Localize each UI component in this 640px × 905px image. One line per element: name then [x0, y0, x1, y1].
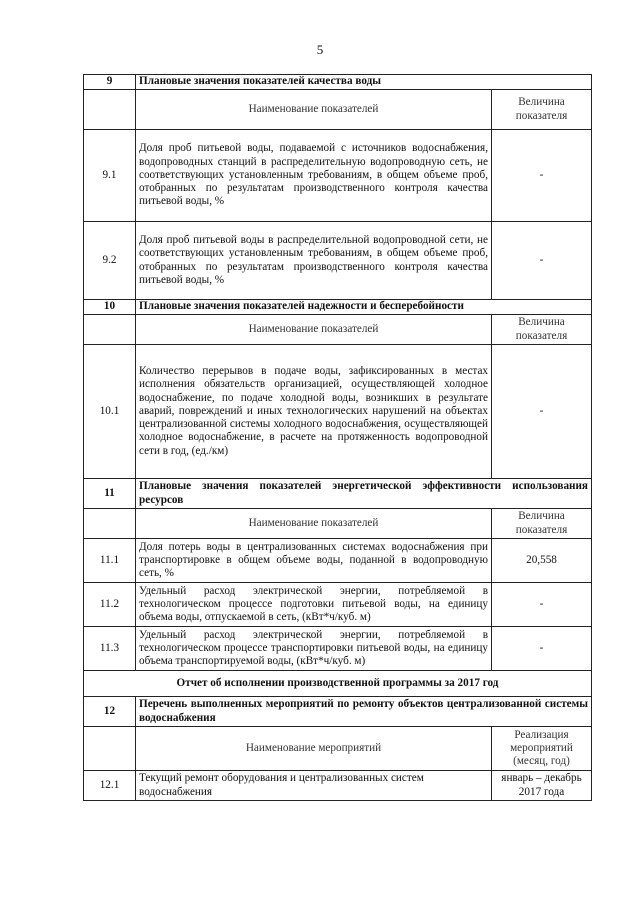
- column-header-row: [84, 315, 592, 345]
- column-header-row: [84, 90, 592, 130]
- row-text: Доля проб питьевой воды в распределительной водопроводной сети, не соответствующих установленным требованиям, в общем объеме проб, отобранных по результатам производственного контроля качества питьевой воды, %: [136, 222, 492, 300]
- row-text: Количество перерывов в подаче воды, зафиксированных в местах исполнения обязательств организацией, осуществляющей холодное водоснабжение, по подаче холодной воды, возникших в результате аварий, повреждений и иных технологических нарушений на объектах централизованной системы холодного водоснабжения, осуществляющей холодное водоснабжение, в расчете на протяженность водопроводной сети в год, (ед./км): [136, 345, 492, 479]
- column-header-value: Величина показателя: [492, 90, 592, 130]
- row-number: 11.3: [84, 627, 136, 671]
- table-row: [84, 583, 592, 627]
- column-header-row: [84, 509, 592, 539]
- column-header-name: Наименование показателей: [136, 509, 492, 539]
- row-value: -: [492, 345, 592, 479]
- program-table: [83, 74, 592, 801]
- table-row: [84, 539, 592, 583]
- section-11-header: [84, 479, 592, 509]
- column-header-value: Величина показателя: [492, 509, 592, 539]
- row-value: январь – декабрь 2017 года: [492, 771, 592, 801]
- table-row: [84, 345, 592, 479]
- row-text: Удельный расход электрической энергии, потребляемой в технологическом процессе подготовки питьевой воды, на единицу объема воды, отпускаемой в сеть, (кВт*ч/куб. м): [136, 583, 492, 627]
- column-header-row: [84, 727, 592, 771]
- table-row: [84, 627, 592, 671]
- section-title: Плановые значения показателей надежности и бесперебойности: [136, 300, 592, 315]
- report-header: [84, 671, 592, 697]
- column-header-name: Наименование показателей: [136, 90, 492, 130]
- row-number: 12.1: [84, 771, 136, 801]
- section-number: 10: [84, 300, 136, 315]
- column-header-name: Наименование показателей: [136, 315, 492, 345]
- table-row: [84, 771, 592, 801]
- section-title: Перечень выполненных мероприятий по ремонту объектов централизованной системы водоснабжения: [136, 697, 592, 727]
- section-9-header: [84, 75, 592, 90]
- column-header-value: Реализация мероприятий (месяц, год): [492, 727, 592, 771]
- column-header-value: Величина показателя: [492, 315, 592, 345]
- row-text: Удельный расход электрической энергии, потребляемой в технологическом процессе транспортировки питьевой воды, на единицу объема транспортируемой воды, (кВт*ч/куб. м): [136, 627, 492, 671]
- section-number: 11: [84, 479, 136, 509]
- row-number: 10.1: [84, 345, 136, 479]
- column-header-name: Наименование мероприятий: [136, 727, 492, 771]
- row-text: Доля потерь воды в централизованных системах водоснабжения при транспортировке в общем объеме воды, поданной в водопроводную сеть, %: [136, 539, 492, 583]
- row-value: -: [492, 627, 592, 671]
- row-value: -: [492, 222, 592, 300]
- section-12-header: [84, 697, 592, 727]
- row-number: 9.2: [84, 222, 136, 300]
- section-number: 9: [84, 75, 136, 90]
- section-number: 12: [84, 697, 136, 727]
- report-title: Отчет об исполнении производственной программы за 2017 год: [84, 671, 592, 697]
- row-value: 20,558: [492, 539, 592, 583]
- section-10-header: [84, 300, 592, 315]
- section-title: Плановые значения показателей энергетической эффективности использования ресурсов: [136, 479, 592, 509]
- row-number: 11.1: [84, 539, 136, 583]
- row-text: Доля проб питьевой воды, подаваемой с источников водоснабжения, водопроводных станций в распределительную водопроводную сеть, не соответствующих установленным требованиям, в общем объеме проб, отобранных по результатам производственного контроля качества питьевой воды, %: [136, 130, 492, 222]
- table-row: [84, 130, 592, 222]
- row-value: -: [492, 583, 592, 627]
- page-number: 5: [316, 42, 324, 57]
- row-text: Текущий ремонт оборудования и централизованных систем водоснабжения: [136, 771, 492, 801]
- row-number: 11.2: [84, 583, 136, 627]
- table-row: [84, 222, 592, 300]
- row-value: -: [492, 130, 592, 222]
- section-title: Плановые значения показателей качества воды: [136, 75, 592, 90]
- row-number: 9.1: [84, 130, 136, 222]
